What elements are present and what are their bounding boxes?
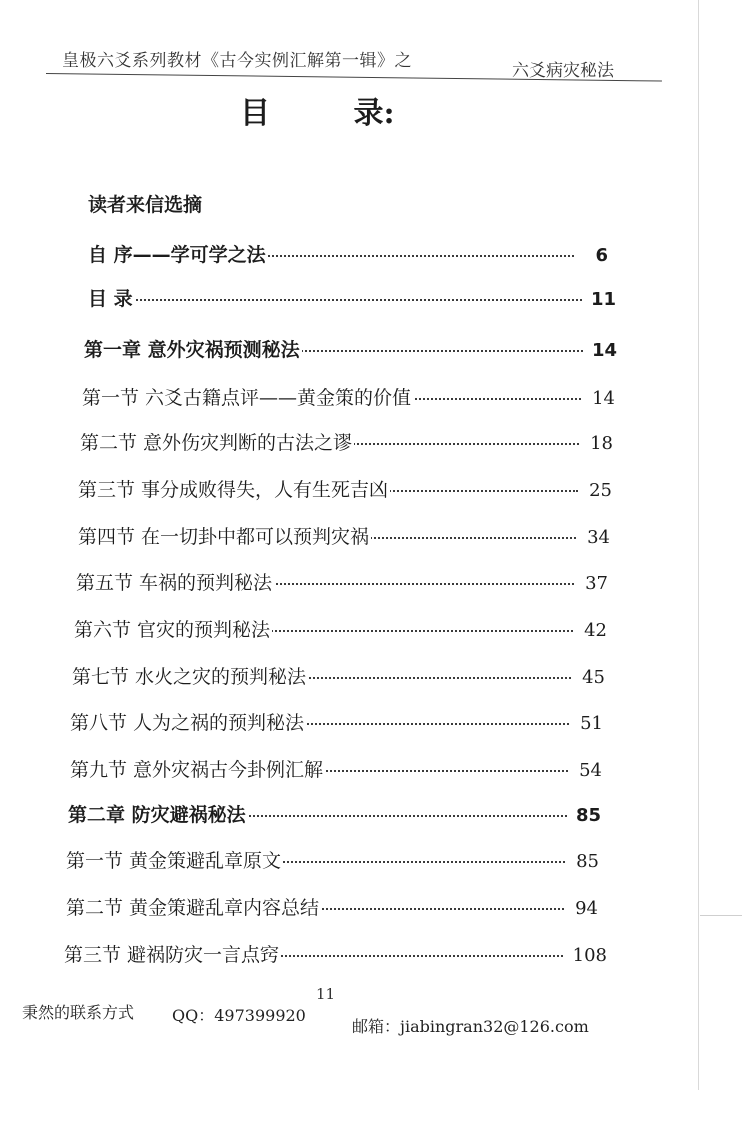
toc-entry-label: 第二节 黄金策避乱章内容总结: [66, 893, 321, 920]
toc-entry-page: 6: [595, 245, 608, 266]
toc-entry-page: 85: [576, 851, 599, 872]
toc-entry-page: 85: [575, 805, 601, 826]
toc-entry: [64, 940, 607, 970]
toc-entry-label: 第一节 黄金策避乱章原文: [66, 846, 283, 873]
footer-contact-label: 秉然的联系方式: [22, 1003, 135, 1022]
toc-entry-label: 第七节 水火之灾的预判秘法: [72, 662, 308, 689]
toc-entry: [74, 615, 607, 645]
toc-entry-page: 45: [582, 667, 605, 688]
toc-entry-page: 51: [580, 713, 603, 734]
toc-entry: [82, 383, 615, 413]
toc-entry-page: 11: [590, 289, 616, 310]
toc-entry-page: 18: [590, 433, 613, 454]
toc-entry-page: 34: [587, 527, 610, 548]
toc-entry: [68, 800, 601, 830]
toc-entry: [78, 475, 612, 505]
toc-entry-label: 第五节 车祸的预判秘法: [76, 568, 274, 595]
footer-qq: QQ：497399920: [172, 1006, 306, 1025]
toc-entry-label: 第二节 意外伤灾判断的古法之谬: [80, 428, 354, 455]
toc-entry: [66, 846, 599, 876]
toc-entry-label: 读者来信选摘: [88, 190, 204, 217]
toc-title: 目 录:: [240, 96, 395, 131]
toc-entry-page: 14: [591, 340, 617, 361]
toc-entry-page: 37: [585, 573, 608, 594]
toc-entry-page: 108: [572, 945, 607, 966]
toc-entry: [70, 755, 602, 785]
toc-entry-page: 25: [589, 480, 612, 501]
toc-entry: [66, 893, 598, 923]
toc-entry-label: 第四节 在一切卦中都可以预判灾祸: [78, 522, 371, 549]
toc-entry-label: 目 录: [88, 284, 135, 311]
toc-entry-label: 第一节 六爻古籍点评——黄金策的价值: [82, 383, 413, 410]
toc-entry: [88, 284, 616, 314]
toc-entry-page: 54: [579, 760, 602, 781]
toc-entry: [70, 708, 603, 738]
toc-entry-page: 42: [584, 620, 607, 641]
header-book-title: 六爻病灾秘法: [512, 61, 614, 81]
toc-entry: [84, 335, 617, 365]
toc-entry-label: 自 序——学可学之法: [88, 240, 268, 267]
toc-entry: [80, 428, 613, 458]
toc-entry-label: 第一章 意外灾祸预测秘法: [84, 335, 302, 362]
header-series-title: 皇极六爻系列教材《古今实例汇解第一辑》之: [62, 51, 412, 71]
toc-entry: [72, 662, 605, 692]
toc-entry: [76, 568, 608, 598]
toc-entry: [88, 190, 388, 220]
toc-entry-label: 第三节 避祸防灾一言点窍: [64, 940, 281, 967]
page-edge: [698, 0, 699, 1090]
footer-email: 邮箱：jiabingran32@126.com: [352, 1017, 589, 1036]
toc-entry-page: 14: [592, 388, 615, 409]
page-number: 11: [316, 985, 336, 1003]
toc-leader: [88, 299, 582, 301]
edge-mark: [700, 915, 742, 916]
toc-entry-label: 第六节 官灾的预判秘法: [74, 615, 272, 642]
toc-entry: [78, 522, 610, 552]
toc-entry-label: 第二章 防灾避祸秘法: [68, 800, 248, 827]
toc-entry-label: 第八节 人为之祸的预判秘法: [70, 708, 306, 735]
toc-entry: [88, 240, 608, 270]
toc-entry-label: 第三节 事分成败得失，人有生死吉凶: [78, 475, 390, 502]
toc-entry-page: 94: [575, 898, 598, 919]
toc-entry-label: 第九节 意外灾祸古今卦例汇解: [70, 755, 325, 782]
